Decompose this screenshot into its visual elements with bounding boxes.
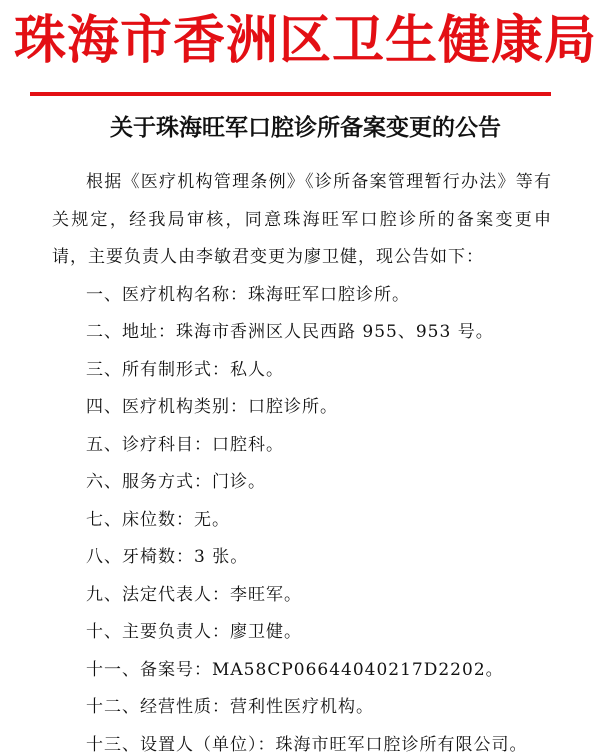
letterhead-red-rule	[30, 92, 551, 96]
item-dental-chair-count: 八、牙椅数：3 张。	[86, 547, 249, 567]
intro-paragraph: 根据《医疗机构管理条例》《诊所备案管理暂行办法》等有关规定，经我局审核，同意珠海旺军口腔诊所的备案变更申请，主要负责人由李敏君变更为廖卫健，现公告如下：	[52, 172, 552, 267]
item-establisher: 十三、设置人（单位）：珠海市旺军口腔诊所有限公司。	[86, 734, 528, 755]
item-ownership: 三、所有制形式：私人。	[86, 359, 284, 380]
notice-body	[52, 164, 552, 756]
item-bed-count: 七、床位数：无。	[86, 509, 230, 530]
item-principal: 十、主要负责人：廖卫健。	[86, 622, 302, 642]
item-institution-name: 一、医疗机构名称：珠海旺军口腔诊所。	[86, 284, 410, 305]
item-clinical-department: 五、诊疗科目：口腔科。	[86, 434, 284, 455]
item-filing-number: 十一、备案号：MA58CP06644040217D2202。	[86, 659, 504, 680]
letterhead-title: 珠海市香洲区卫生健康局	[13, 10, 597, 71]
item-legal-representative: 九、法定代表人：李旺军。	[86, 584, 302, 605]
item-institution-category: 四、医疗机构类别：口腔诊所。	[86, 397, 338, 417]
item-service-mode: 六、服务方式：门诊。	[86, 472, 266, 492]
item-business-nature: 十二、经营性质：营利性医疗机构。	[86, 697, 374, 717]
notice-title: 关于珠海旺军口腔诊所备案变更的公告	[110, 115, 501, 141]
item-address: 二、地址：珠海市香洲区人民西路 955、953 号。	[86, 322, 494, 342]
